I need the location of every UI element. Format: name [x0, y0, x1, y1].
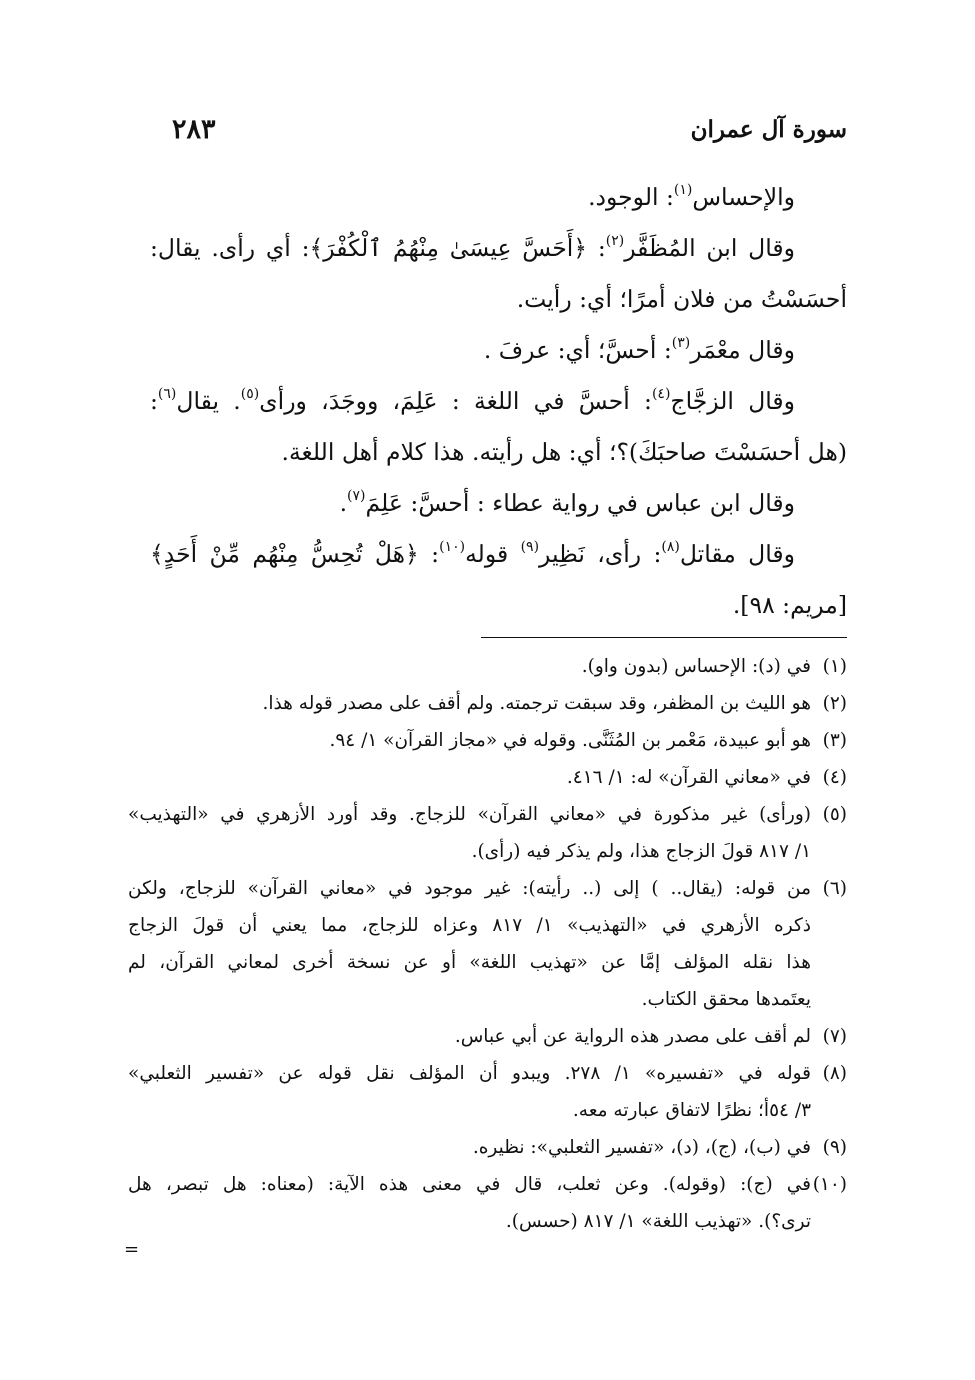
footnote-9	[128, 1129, 847, 1166]
footnote-line: من قوله: (يقال.. ) إلى (.. رأيته): غير موجود في «معاني القرآن» للزجاج، ولكن	[128, 878, 811, 899]
footnote-ref-8[interactable]: (٨)	[661, 539, 680, 555]
footnote-body	[128, 796, 811, 870]
footnote-number: (١)	[822, 656, 847, 677]
footnote-body	[128, 1055, 811, 1129]
paragraph-2: وقال ابن المُظَفَّر$^{(٢)}$: ﴿أَحَسَّ عِيسَىٰ مِنْهُمُ ٱلْكُفْرَ﴾: أي رأى. يقال:	[150, 233, 795, 262]
footnote-line: (ورأى) غير مذكورة في «معاني القرآن» للزجاج. وقد أورد الأزهري في «التهذيب»	[128, 804, 811, 825]
footnote-number: (٤)	[822, 767, 847, 788]
footnote-number: (٥)	[822, 804, 847, 825]
footnote-body	[128, 870, 811, 1018]
footnote-body	[128, 722, 811, 759]
footnote-1	[128, 648, 847, 685]
paragraph-1: والإحساس$^{(١)}$: الوجود.	[588, 182, 795, 211]
footnote-body	[128, 1129, 811, 1166]
footnote-7	[128, 1018, 847, 1055]
footnote-body	[128, 685, 811, 722]
footnote-ref-3[interactable]: (٣)	[671, 335, 691, 351]
footnote-body	[128, 1166, 811, 1240]
footnote-ref-2[interactable]: (٢)	[605, 233, 625, 249]
footnote-ref-7[interactable]: (٧)	[347, 488, 366, 504]
footnote-line: ترى؟). «تهذيب اللغة» ١/ ٨١٧ (حسس).	[505, 1211, 811, 1232]
footnote-ref-1[interactable]: (١)	[673, 182, 693, 198]
footnote-line: ٣/ ٥٤أ؛ نظرًا لاتفاق عبارته معه.	[572, 1100, 811, 1121]
footnote-number: (٩)	[822, 1137, 847, 1158]
footnote-line: ١/ ٨١٧ قولَ الزجاج هذا، ولم يذكر فيه (رأى).	[471, 841, 811, 862]
main-text	[150, 172, 847, 631]
paragraph-4: وقال الزجَّاج$^{(٤)}$: أحسَّ في اللغة : عَلِمَ، ووجَدَ، ورأى$^{(٥)}$. يقال$^{(٦)}$:	[150, 386, 796, 415]
running-title: سورة آل عمران	[690, 116, 847, 143]
footnote-line: هو الليث بن المظفر، وقد سبقت ترجمته. ولم أقف على مصدر قوله هذا.	[262, 693, 811, 714]
footnote-body	[128, 1018, 811, 1055]
page-number: ٢٨٣	[172, 114, 216, 145]
footnote-line: في (ج): (وقوله). وعن ثعلب، قال في معنى هذه الآية: (معناه: هل تبصر، هل	[128, 1174, 811, 1195]
footnote-line: هذا نقله المؤلف إمَّا عن «تهذيب اللغة» أو عن نسخة أخرى لمعاني القرآن، لم	[128, 952, 811, 973]
continuation-mark: =	[124, 1239, 140, 1260]
footnote-number: (٣)	[822, 730, 847, 751]
paragraph-6-cont: [مريم: ٩٨].	[732, 591, 847, 619]
footnote-line: هو أبو عبيدة، مَعْمر بن المُثَنَّى. وقوله في «مجاز القرآن» ١/ ٩٤.	[329, 730, 811, 751]
footnote-line: يعتَمدها محقق الكتاب.	[641, 989, 811, 1010]
footnote-ref-5[interactable]: (٥)	[240, 386, 260, 402]
footnote-line: في (د): الإحساس (بدون واو).	[581, 656, 811, 677]
footnote-ref-6[interactable]: (٦)	[157, 386, 177, 402]
footnote-ref-10[interactable]: (١٠)	[439, 539, 466, 555]
footnote-body	[128, 759, 811, 796]
footnote-number: (٧)	[822, 1026, 847, 1047]
footnote-number: (٢)	[822, 693, 847, 714]
footnote-2	[128, 685, 847, 722]
footnote-line: في «معاني القرآن» له: ١/ ٤١٦.	[566, 767, 811, 788]
paragraph-6: وقال مقاتل$^{(٨)}$: رأى، نَظِير$^{(٩)}$ قوله$^{(١٠)}$: ﴿هَلْ تُحِسُّ مِنْهُم مِّنْ أَحَدٍ﴾	[150, 539, 795, 568]
footnote-10	[128, 1166, 847, 1240]
footnote-divider	[481, 637, 847, 638]
page-header	[150, 114, 847, 150]
paragraph-2-cont: أحسَسْتُ من فلان أمرًا؛ أي: رأيت.	[516, 285, 847, 313]
footnote-body	[128, 648, 811, 685]
footnote-number: (٦)	[822, 878, 847, 899]
footnote-line: لم أقف على مصدر هذه الرواية عن أبي عباس.	[454, 1026, 811, 1047]
footnote-6	[128, 870, 847, 1018]
footnote-number: (٨)	[822, 1063, 847, 1084]
footnote-line: قوله في «تفسيره» ١/ ٢٧٨. ويبدو أن المؤلف نقل قوله عن «تفسير الثعلبي»	[128, 1063, 811, 1084]
paragraph-5: وقال ابن عباس في رواية عطاء : أحسَّ: عَلِمَ$^{(٧)}$.	[339, 488, 795, 517]
paragraph-3: وقال معْمَر$^{(٣)}$: أحسَّ؛ أي: عرفَ .	[483, 335, 795, 364]
footnote-number: (١٠)	[812, 1174, 847, 1195]
footnotes	[128, 648, 847, 1240]
footnote-line: في (ب)، (ج)، (د)، «تفسير الثعلبي»: نظيره.	[472, 1137, 811, 1158]
footnote-line: ذكره الأزهري في «التهذيب» ١/ ٨١٧ وعزاه للزجاج، مما يعني أن قولَ الزجاج	[128, 915, 811, 936]
paragraph-4-cont: (هل أحسَسْتَ صاحبَكَ)؟؛ أي: هل رأيته. هذا كلام أهل اللغة.	[281, 438, 847, 466]
footnote-ref-9[interactable]: (٩)	[520, 539, 540, 555]
footnote-3	[128, 722, 847, 759]
footnote-8	[128, 1055, 847, 1129]
footnote-4	[128, 759, 847, 796]
footnote-5	[128, 796, 847, 870]
footnote-ref-4[interactable]: (٤)	[651, 386, 671, 402]
